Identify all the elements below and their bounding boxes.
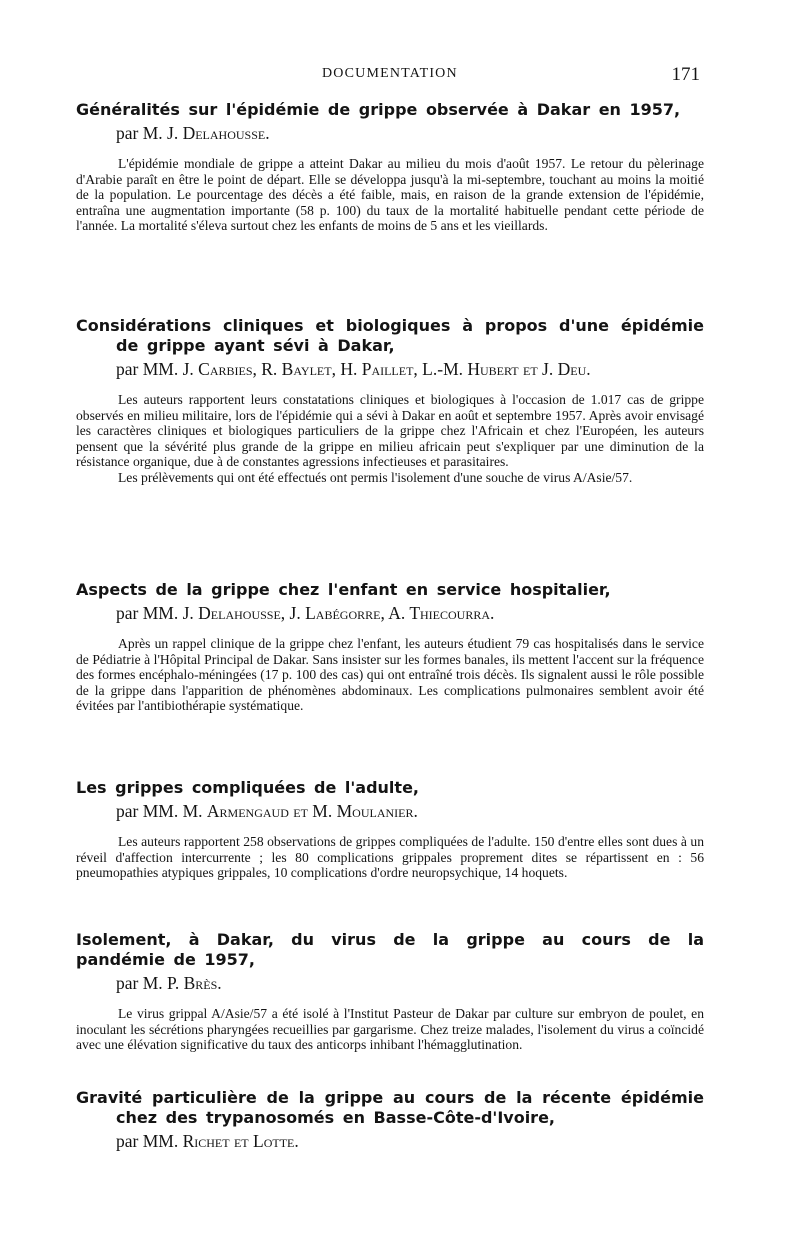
article-grippes-compliquees [76, 778, 704, 881]
article-abstract [76, 392, 704, 486]
page-number: 171 [671, 64, 700, 85]
article-authors [116, 972, 704, 994]
authors-names: Richet et Lotte. [182, 1131, 299, 1151]
article-title: Aspects de la grippe chez l'enfant en service hospitalier, [76, 580, 611, 599]
article-title: Gravité particulière de la grippe au cours de la récente épidémie chez des trypanosomés en Basse-Côte-d'Ivoire, [76, 1088, 704, 1127]
article-gravite-trypanosomes [76, 1088, 704, 1152]
running-head [0, 64, 800, 86]
abstract-paragraph: Les auteurs rapportent leurs constatations cliniques et biologiques à l'occasion de 1.017 cas de grippe observés en milieu militaire, lors de l'épidémie qui a sévi à Dakar en août et septembre 1957. Après avoir envisagé les caractères cliniques et biologiques particuliers de la grippe chez l'Africain et chez l'Européen, les auteurs pensent que la sévérité plus grande de la grippe en milieu africain peut s'expliquer par une diminution de la résistance organique, due à de constantes agressions infectieuses et parasitaires. [76, 392, 704, 470]
article-abstract [76, 1006, 704, 1053]
authors-names: Brès. [183, 973, 222, 993]
abstract-paragraph: L'épidémie mondiale de grippe a atteint Dakar au milieu du mois d'août 1957. Le retour du pèlerinage d'Arabie paraît en être le point de départ. Elle se développa jusqu'à la mi-septembre, touchant au moins la moitié de la population. Le pourcentage des décès a été faible, mais, en raison de la grande extension de l'épidémie, entraîna une augmentation importante (58 p. 100) du taux de la mortalité habituelle pendant cette période de l'année. La mortalité s'éleva surtout chez les enfants de moins de 5 ans et les vieillards. [76, 156, 704, 234]
authors-prefix: par MM. M. [116, 801, 203, 821]
article-authors [116, 358, 704, 380]
article-authors [116, 602, 704, 624]
authors-names: Armengaud et M. Moulanier. [206, 801, 418, 821]
article-aspects-enfant [76, 580, 704, 714]
abstract-paragraph: Les prélèvements qui ont été effectués ont permis l'isolement d'une souche de virus A/Asie/57. [118, 469, 633, 485]
authors-names: Carbies, R. Baylet, H. Paillet, L.-M. Hubert et J. Deu. [198, 359, 591, 379]
article-considerations [76, 316, 704, 486]
article-authors [116, 1130, 704, 1152]
abstract-paragraph: Après un rappel clinique de la grippe chez l'enfant, les auteurs étudient 79 cas hospitalisés dans le service de Pédiatrie à l'Hôpital Principal de Dakar. Sans insister sur les formes banales, ils mettent l'accent sur la fréquence des formes encéphalo-méningées (17 p. 100 des cas) qui ont entraîné trois décès. Ils signalent aussi le rôle possible de la grippe dans l'apparition de phénomènes abdominaux. Les complications pulmonaires semblent avoir été évitées par l'antibiothérapie systématique. [76, 636, 704, 714]
authors-names: Delahousse. [182, 123, 270, 143]
running-head-title: DOCUMENTATION [322, 66, 458, 81]
authors-prefix: par M. P. [116, 973, 180, 993]
article-title: Généralités sur l'épidémie de grippe observée à Dakar en 1957, [76, 100, 681, 119]
authors-prefix: par M. J. [116, 123, 179, 143]
article-authors [116, 122, 704, 144]
article-abstract [76, 636, 704, 714]
article-generalites [76, 100, 704, 234]
abstract-paragraph: Le virus grippal A/Asie/57 a été isolé à l'Institut Pasteur de Dakar par culture sur embryon de poulet, en inoculant les sécrétions pharyngées recueillies par gargarisme. Chez treize malades, l'isolement du virus a coïncidé avec une élévation significative du taux des anticorps inhibant l'hémagglutination. [76, 1006, 704, 1053]
authors-prefix: par MM. J. [116, 359, 194, 379]
article-title: Les grippes compliquées de l'adulte, [76, 778, 419, 797]
article-abstract [76, 834, 704, 881]
article-authors [116, 800, 704, 822]
abstract-paragraph: Les auteurs rapportent 258 observations de grippes compliquées de l'adulte. 150 d'entre elles sont dues à un réveil d'affection intercurrente ; les 80 complications grippales proprement dites se répartissent en : 56 pneumopathies atypiques grippales, 10 complications d'ordre neuropsychique, 14 hoquets. [76, 834, 704, 881]
authors-names: Delahousse, J. Labégorre, A. Thiecourra. [198, 603, 495, 623]
authors-prefix: par MM. J. [116, 603, 194, 623]
article-isolement-virus [76, 930, 704, 1053]
article-title: Considérations cliniques et biologiques à propos d'une épidémie de grippe ayant sévi à Dakar, [76, 316, 704, 355]
article-abstract [76, 156, 704, 234]
article-title: Isolement, à Dakar, du virus de la grippe au cours de la pandémie de 1957, [76, 930, 704, 969]
authors-prefix: par MM. [116, 1131, 179, 1151]
